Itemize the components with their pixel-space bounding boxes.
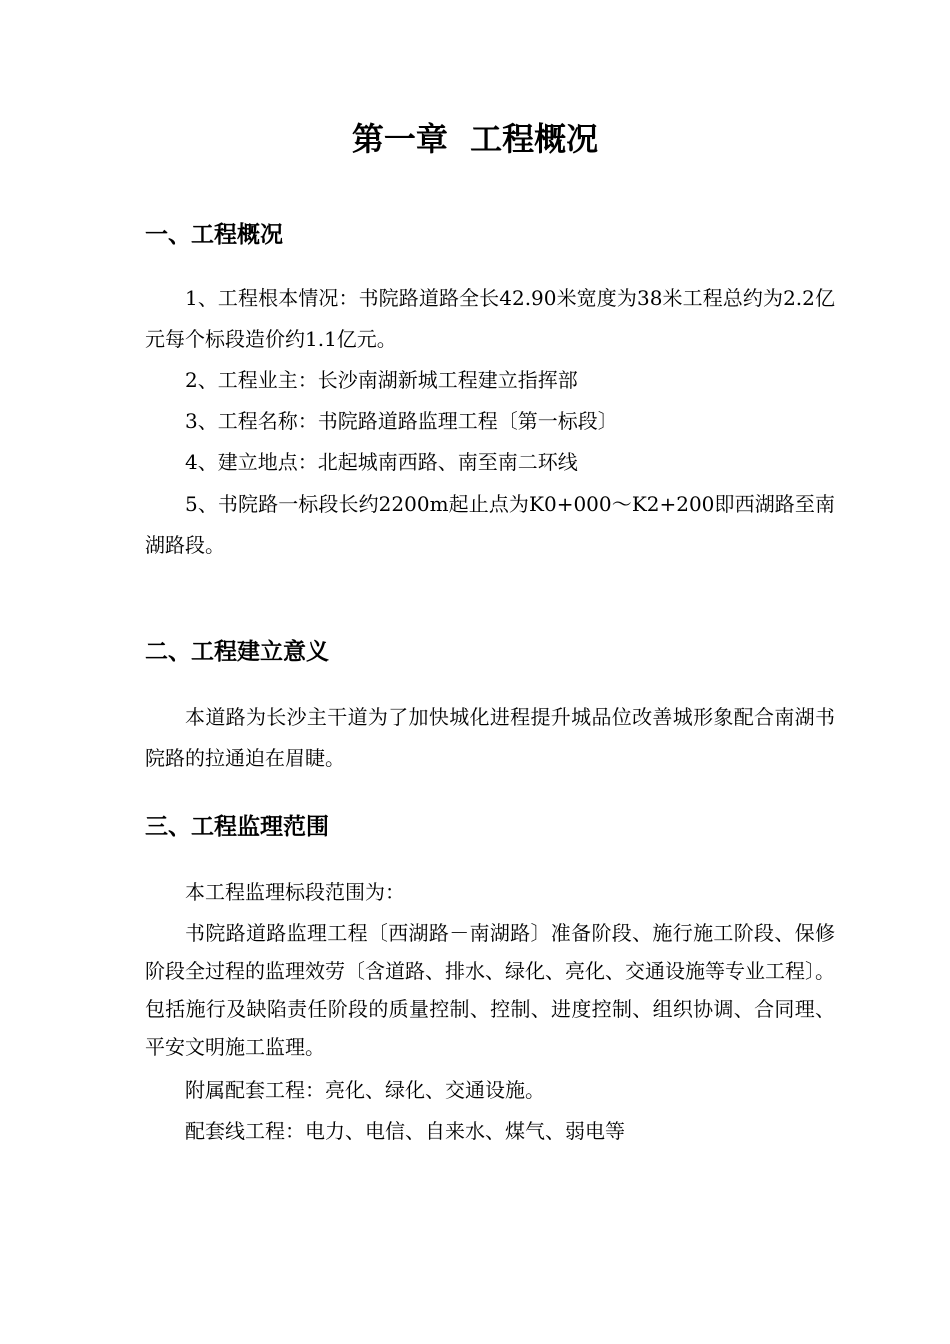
paragraph-ancillary-works: 附属配套工程：亮化、绿化、交通设施。 xyxy=(185,1078,545,1102)
paragraph-basic-info: 1、工程根本情况：书院路道路全长42.90米宽度为38米工程总约为2.2亿元每个标段造价约1.1亿元。 xyxy=(145,286,835,351)
paragraph-scope-detail: 书院路道路监理工程〔西湖路－南湖路〕准备阶段、施行施工阶段、保修阶段全过程的监理效劳〔含道路、排水、绿化、亮化、交通设施等专业工程〕。包括施行及缺陷责任阶段的质量控制、控制、进度控制、组织协调、合同理、平安文明施工监理。 xyxy=(145,921,835,1059)
paragraph-utility-works: 配套线工程：电力、电信、自来水、煤气、弱电等 xyxy=(185,1119,625,1143)
section-heading-significance: 二、工程建立意义 xyxy=(145,639,329,665)
section-heading-overview: 一、工程概况 xyxy=(145,222,283,248)
paragraph-location: 4、建立地点：北起城南西路、南至南二环线 xyxy=(185,450,578,474)
section-heading-scope: 三、工程监理范围 xyxy=(145,814,329,840)
paragraph-significance: 本道路为长沙主干道为了加快城化进程提升城品位改善城形象配合南湖书院路的拉通迫在眉睫。 xyxy=(145,705,835,770)
paragraph-owner: 2、工程业主：长沙南湖新城工程建立指挥部 xyxy=(185,368,578,392)
paragraph-scope-intro: 本工程监理标段范围为： xyxy=(185,880,405,904)
chapter-title: 第一章 工程概况 xyxy=(351,120,599,158)
paragraph-project-name: 3、工程名称：书院路道路监理工程〔第一标段〕 xyxy=(185,409,618,433)
paragraph-section-length: 5、书院路一标段长约2200m起止点为K0+000～K2+200即西湖路至南湖路段。 xyxy=(145,492,835,557)
